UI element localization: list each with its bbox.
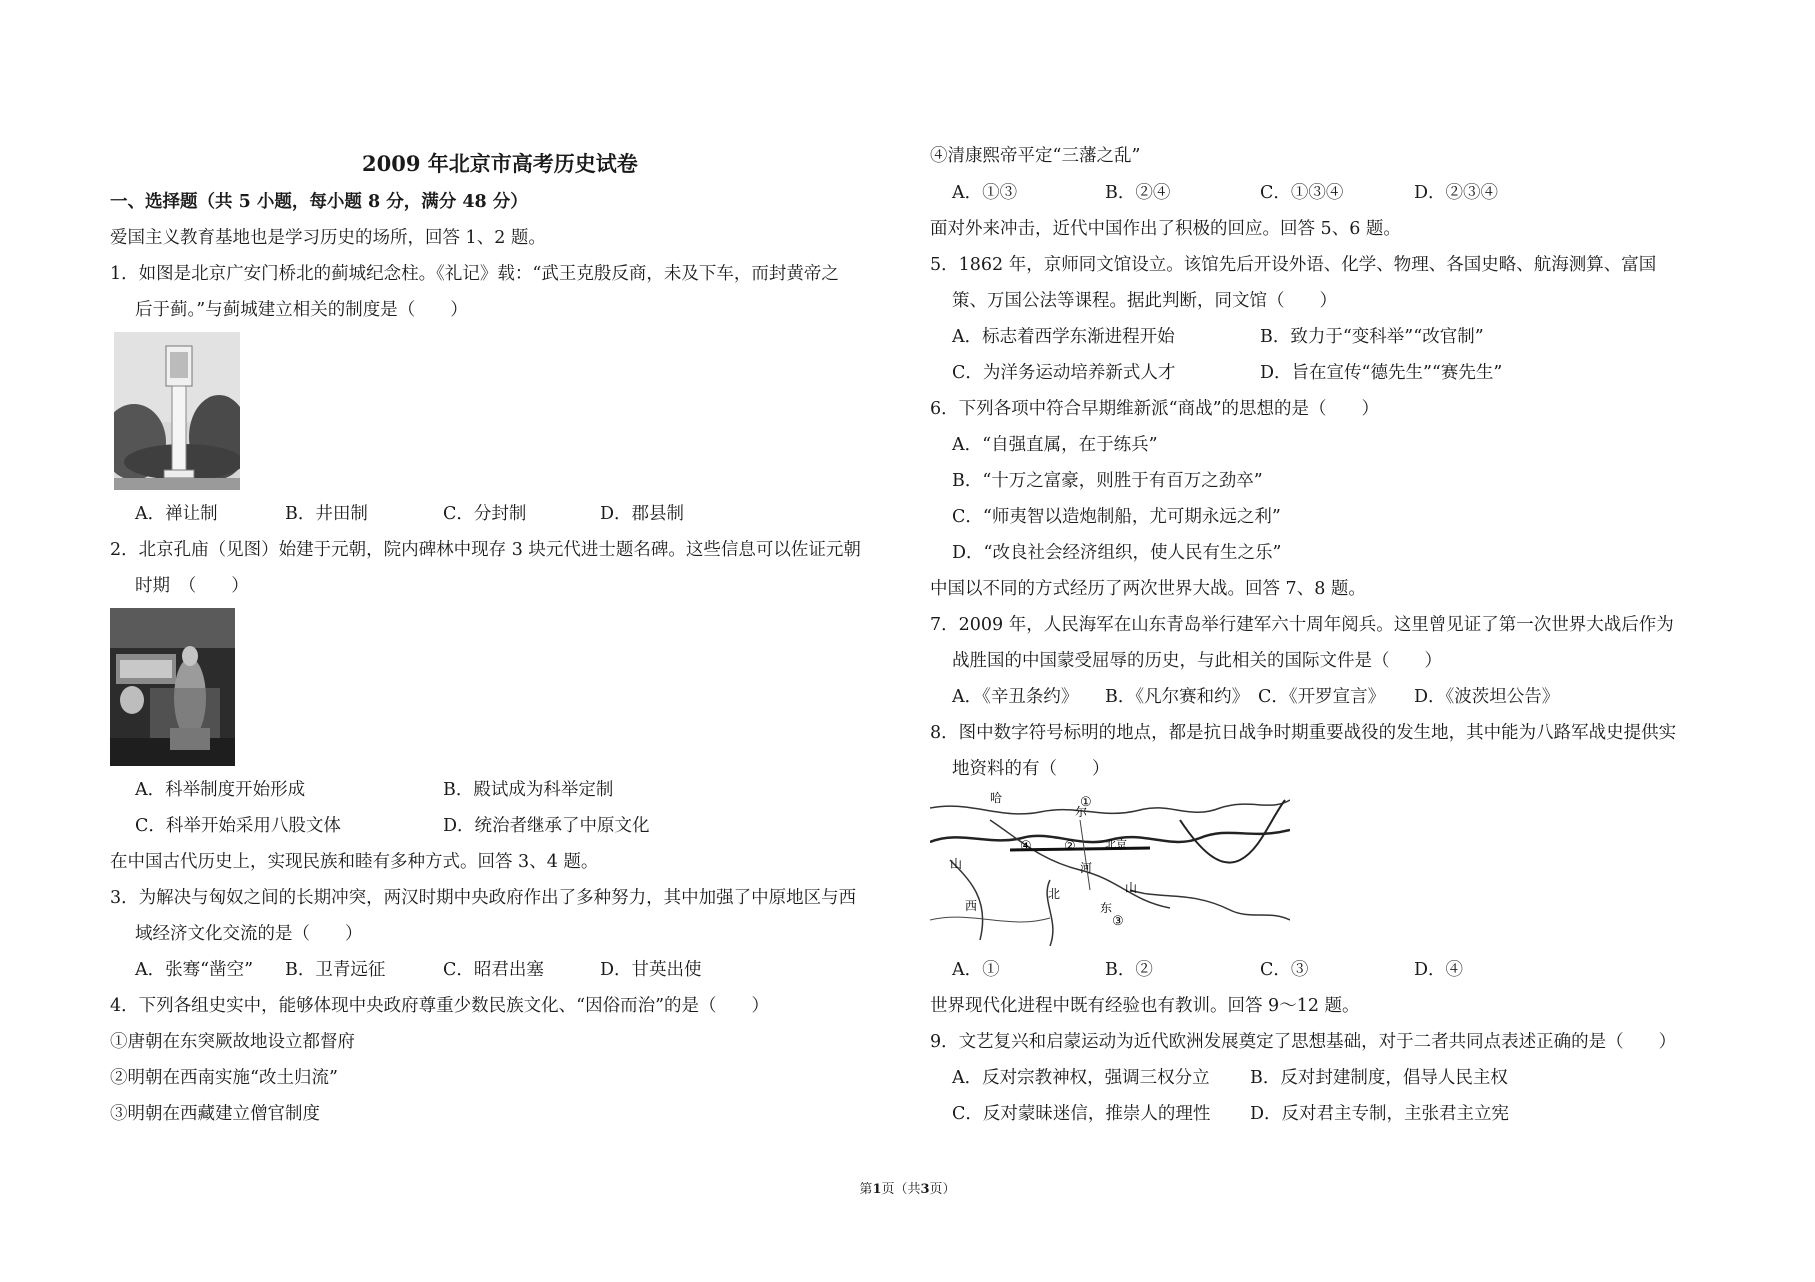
q6-option-c[interactable]: C．“师夷智以造炮制船，尤可期永远之利” [952,507,1281,527]
q5-option-d[interactable]: D．旨在宣传“德先生”“赛先生” [1260,363,1503,383]
q1-option-d[interactable]: D．郡县制 [600,504,685,524]
map-label-xi: 西 [965,899,978,913]
q4-item-3: ③明朝在西藏建立僧官制度 [110,1104,320,1124]
map-marker-3: ③ [1112,914,1124,929]
pillar-photo [114,332,240,490]
page-footer [0,1178,1815,1197]
intro-3-4: 在中国古代历史上，实现民族和睦有多种方式。回答 3、4 题。 [110,852,599,872]
footer-total-pages: 3 [920,1182,930,1197]
q7-line1: 7．2009 年，人民海军在山东青岛举行建军六十周年阅兵。这里曾见证了第一次世界大战后作为 [930,615,1674,635]
q1-line2: 后于蓟。”与蓟城建立相关的制度是（ ） [135,300,468,320]
map-label-ha: 哈 [990,791,1003,805]
q1-line1: 1．如图是北京广安门桥北的蓟城纪念柱。《礼记》载：“武王克殷反商，未及下车，而封黄帝之 [110,264,839,284]
q9-option-c[interactable]: C．反对蒙昧迷信，推崇人的理性 [952,1104,1211,1124]
footer-mid: 页（共 [881,1182,921,1197]
q6-option-a[interactable]: A．“自强直属，在于练兵” [952,435,1158,455]
q6-option-d[interactable]: D．“改良社会经济组织，使人民有生之乐” [952,543,1282,563]
map-label-he: 河 [1080,861,1093,875]
intro-9-12: 世界现代化进程中既有经验也有教训。回答 9～12 题。 [930,996,1360,1016]
q7-option-d[interactable]: D．《波茨坦公告》 [1414,687,1560,707]
q4-option-d[interactable]: D．②③④ [1414,183,1499,203]
q4-item-4: ④清康熙帝平定“三藩之乱” [930,146,1141,166]
q7-option-c[interactable]: C．《开罗宣言》 [1258,687,1386,707]
q4-item-2: ②明朝在西南实施“改土归流” [110,1068,338,1088]
map-marker-1: ① [1080,795,1092,810]
section-heading: 一、选择题（共 5 小题，每小题 8 分，满分 48 分） [110,192,528,212]
q2-option-b[interactable]: B．殿试成为科举定制 [443,780,614,800]
q9-line1: 9．文艺复兴和启蒙运动为近代欧洲发展奠定了思想基础，对于二者共同点表述正确的是（ ） [930,1032,1677,1052]
q8-option-c[interactable]: C．③ [1260,960,1309,980]
q2-line2: 时期 （ ） [135,576,249,596]
intro-5-6: 面对外来冲击，近代中国作出了积极的回应。回答 5、6 题。 [930,219,1401,239]
q2-option-d[interactable]: D．统治者继承了中原文化 [443,816,650,836]
q9-option-b[interactable]: B．反对封建制度，倡导人民主权 [1250,1068,1508,1088]
temple-photo [110,608,235,766]
q3-option-d[interactable]: D．甘英出使 [600,960,702,980]
q5-option-b[interactable]: B．致力于“变科举”“改官制” [1260,327,1484,347]
q7-option-a[interactable]: A．《辛丑条约》 [952,687,1079,707]
q4-option-b[interactable]: B．②④ [1105,183,1171,203]
footer-page-number: 1 [872,1182,882,1197]
q4-line1: 4．下列各组史实中，能够体现中央政府尊重少数民族文化、“因俗而治”的是（ ） [110,996,770,1016]
intro-7-8: 中国以不同的方式经历了两次世界大战。回答 7、8 题。 [930,579,1366,599]
map-label-beijing: 北京 [1105,838,1127,851]
q8-option-d[interactable]: D．④ [1414,960,1464,980]
q3-option-a[interactable]: A．张骞“凿空” [135,960,254,980]
battle-map [930,790,1290,946]
q1-option-b[interactable]: B．井田制 [285,504,368,524]
q2-line1: 2．北京孔庙（见图）始建于元朝，院内碑林中现存 3 块元代进士题名碑。这些信息可以佐证元朝 [110,540,861,560]
exam-title: 2009 年北京市高考历史试卷 [362,151,638,176]
map-label-shan: 山 [950,857,963,871]
q8-line1: 8．图中数字符号标明的地点，都是抗日战争时期重要战役的发生地，其中能为八路军战史提供实 [930,723,1677,743]
q5-line1: 5．1862 年，京师同文馆设立。该馆先后开设外语、化学、物理、各国史略、航海测算、富国 [930,255,1657,275]
q7-line2: 战胜国的中国蒙受屈辱的历史，与此相关的国际文件是（ ） [952,651,1442,671]
q1-option-c[interactable]: C．分封制 [443,504,527,524]
q4-option-a[interactable]: A．①③ [952,183,1018,203]
q9-option-d[interactable]: D．反对君主专制，主张君主立宪 [1250,1104,1510,1124]
q9-option-a[interactable]: A．反对宗教神权，强调三权分立 [952,1068,1210,1088]
map-label-shan-2: 山 [1125,881,1138,895]
q8-line2: 地资料的有（ ） [952,759,1110,779]
q8-option-a[interactable]: A．① [952,960,1000,980]
q5-line2: 策、万国公法等课程。据此判断，同文馆（ ） [952,291,1337,311]
q6-line1: 6．下列各项中符合早期维新派“商战”的思想的是（ ） [930,399,1380,419]
q2-option-c[interactable]: C．科举开始采用八股文体 [135,816,341,836]
q6-option-b[interactable]: B．“十万之富豪，则胜于有百万之劲卒” [952,471,1263,491]
intro-1-2: 爱国主义教育基地也是学习历史的场所，回答 1、2 题。 [110,228,546,248]
q3-line2: 域经济文化交流的是（ ） [135,924,363,944]
q2-option-a[interactable]: A．科举制度开始形成 [135,780,306,800]
q3-option-b[interactable]: B．卫青远征 [285,960,386,980]
map-label-bei: 北 [1048,887,1061,901]
q3-option-c[interactable]: C．昭君出塞 [443,960,544,980]
q8-option-b[interactable]: B．② [1105,960,1153,980]
map-label-dong: 东 [1100,901,1113,915]
footer-suffix: 页） [929,1182,956,1197]
map-marker-2: ② [1064,839,1076,854]
q4-item-1: ①唐朝在东突厥故地设立都督府 [110,1032,355,1052]
footer-prefix: 第 [859,1182,873,1197]
q1-option-a[interactable]: A．禅让制 [135,504,218,524]
q3-line1: 3．为解决与匈奴之间的长期冲突，两汉时期中央政府作出了多种努力，其中加强了中原地区与西 [110,888,857,908]
q7-option-b[interactable]: B．《凡尔赛和约》 [1105,687,1250,707]
map-label-er: 尔 [1075,805,1088,819]
q4-option-c[interactable]: C．①③④ [1260,183,1344,203]
map-marker-4: ④ [1020,839,1032,854]
q5-option-c[interactable]: C．为洋务运动培养新式人才 [952,363,1176,383]
q5-option-a[interactable]: A．标志着西学东渐进程开始 [952,327,1175,347]
